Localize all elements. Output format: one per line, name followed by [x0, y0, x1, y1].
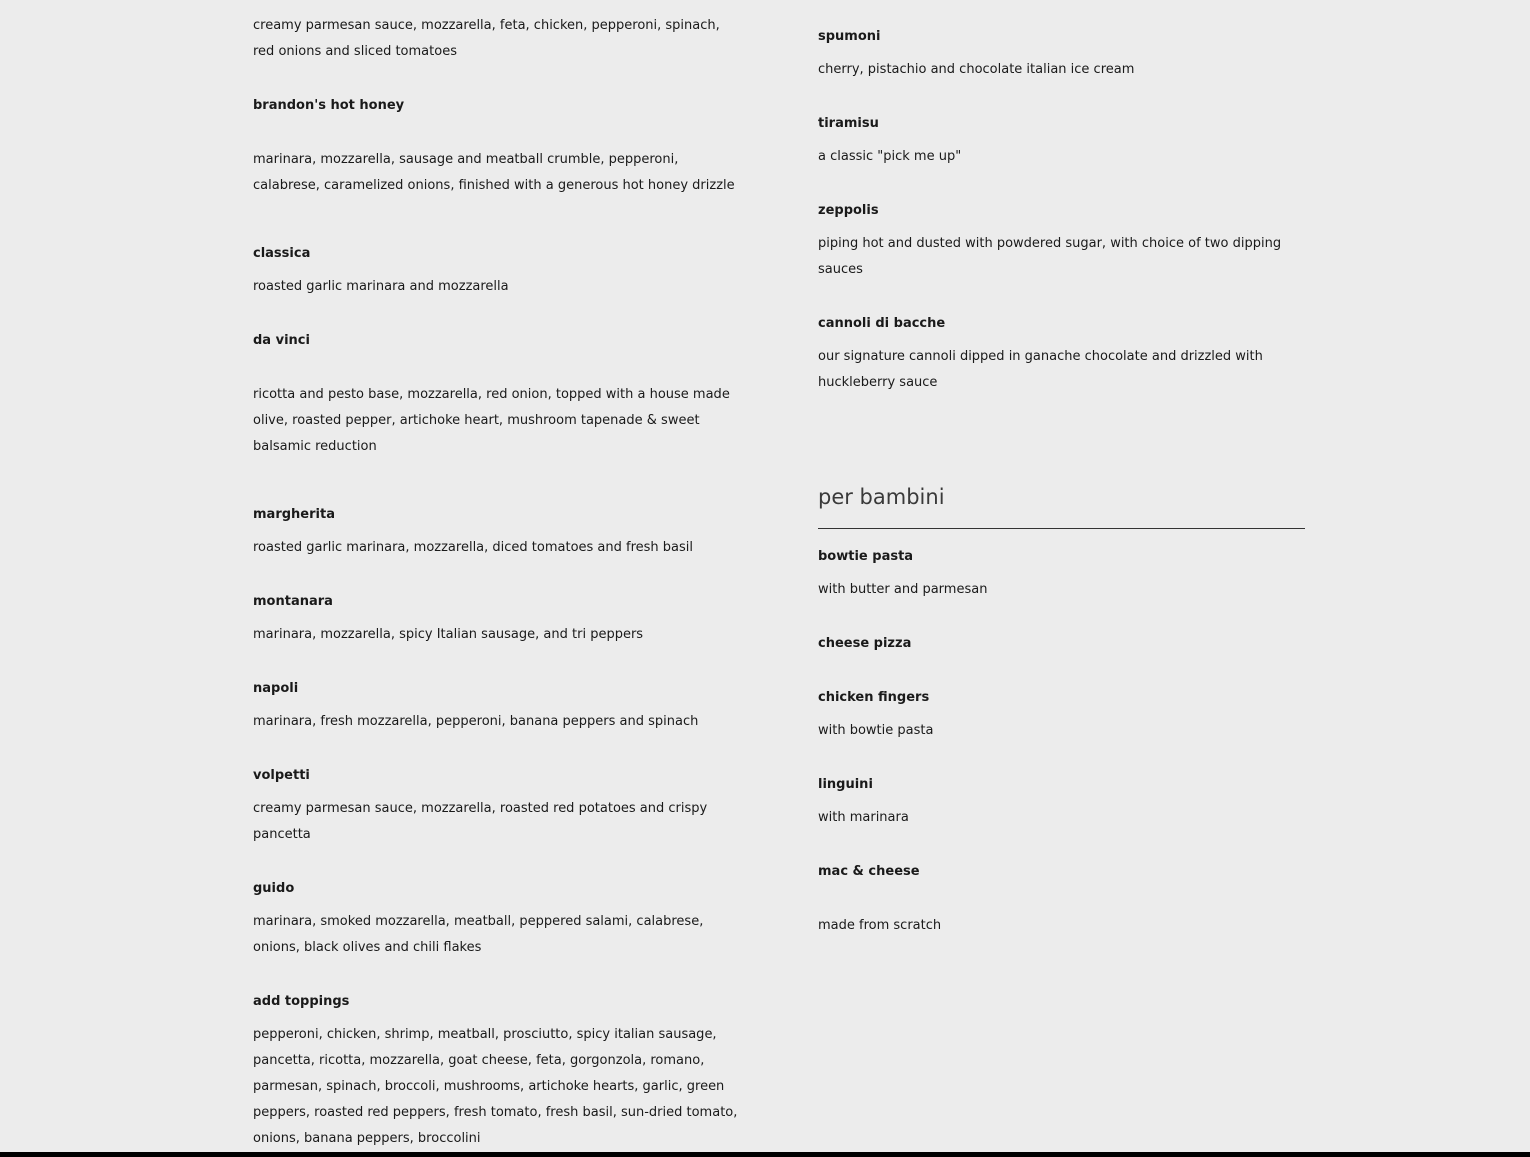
menu-item-name: zeppolis	[818, 203, 879, 218]
menu-item-description: piping hot and dusted with powdered sugar, with choice of two dipping sauces	[818, 236, 1282, 277]
menu-item	[818, 114, 1305, 164]
menu-item-description: with marinara	[818, 810, 909, 825]
menu-item	[253, 331, 743, 454]
menu-item-description: creamy parmesan sauce, mozzarella, feta, chicken, pepperoni, spinach, red onions and sliced tomatoes	[253, 18, 720, 59]
menu-item-description: with butter and parmesan	[818, 582, 988, 597]
menu-item-description: marinara, mozzarella, sausage and meatball crumble, pepperoni, calabrese, caramelized onions, finished with a generous hot honey drizzle	[253, 152, 735, 193]
menu-item-name: spumoni	[818, 29, 881, 44]
menu-item-name: volpetti	[253, 768, 310, 783]
menu-item	[253, 244, 743, 294]
menu-item-name: chicken fingers	[818, 690, 930, 705]
menu-item-description: roasted garlic marinara and mozzarella	[253, 279, 509, 294]
menu-item	[818, 775, 1305, 825]
menu-item	[253, 879, 743, 955]
menu-item-name: add toppings	[253, 994, 350, 1009]
menu-item-name: classica	[253, 246, 311, 261]
section-divider	[818, 528, 1305, 529]
menu-item	[818, 547, 1305, 597]
menu-item-description: a classic "pick me up"	[818, 149, 962, 164]
menu-item-description: ricotta and pesto base, mozzarella, red onion, topped with a house made olive, roasted pepper, artichoke heart, mushroom tapenade & sweet balsamic reduction	[253, 387, 730, 454]
menu-item-name: cannoli di bacche	[818, 316, 946, 331]
menu-item-name: tiramisu	[818, 116, 879, 131]
menu-item-add-toppings	[253, 992, 743, 1146]
menu-item	[253, 505, 743, 555]
menu-item	[818, 314, 1305, 390]
menu-item-description: with bowtie pasta	[818, 723, 934, 738]
menu-item-name: da vinci	[253, 333, 310, 348]
menu-item-name: mac & cheese	[818, 864, 920, 879]
menu-item	[818, 27, 1305, 77]
menu-item-name: guido	[253, 881, 295, 896]
menu-item-description: roasted garlic marinara, mozzarella, diced tomatoes and fresh basil	[253, 540, 694, 555]
menu-item-description: cherry, pistachio and chocolate italian ice cream	[818, 62, 1135, 77]
menu-item-name: linguini	[818, 777, 873, 792]
menu-item-name: napoli	[253, 681, 299, 696]
menu-item-description: marinara, smoked mozzarella, meatball, peppered salami, calabrese, onions, black olives and chili flakes	[253, 914, 704, 955]
menu-item-description: made from scratch	[818, 918, 942, 933]
section-title-per-bambini: per bambini	[818, 485, 945, 509]
menu-item	[253, 96, 743, 193]
menu-item	[253, 592, 743, 642]
menu-item	[818, 201, 1305, 277]
menu-item	[818, 862, 1305, 933]
menu-item-description: pepperoni, chicken, shrimp, meatball, prosciutto, spicy italian sausage, pancetta, ricotta, mozzarella, goat cheese, feta, gorgonzola, romano, parmesan, spinach, broccoli, mushrooms, artichoke hearts, garlic, green peppers, roasted red peppers, fresh tomato, fresh basil, sun-dried tomato, onions, banana peppers, broccolini	[253, 1027, 738, 1146]
menu-item	[818, 688, 1305, 738]
bottom-edge-bar	[0, 1152, 1530, 1157]
menu-item-name: brandon's hot honey	[253, 98, 405, 113]
menu-item-description: marinara, mozzarella, spicy Italian sausage, and tri peppers	[253, 627, 644, 642]
menu-item	[253, 679, 743, 729]
menu-item-description: creamy parmesan sauce, mozzarella, roasted red potatoes and crispy pancetta	[253, 801, 708, 842]
menu-item	[818, 634, 1305, 654]
menu-item	[253, 766, 743, 842]
menu-item-name: montanara	[253, 594, 333, 609]
menu-item-description: our signature cannoli dipped in ganache chocolate and drizzled with huckleberry sauce	[818, 349, 1263, 390]
menu-item-name: bowtie pasta	[818, 549, 914, 564]
menu-item-name: margherita	[253, 507, 335, 522]
menu-item-name: cheese pizza	[818, 636, 912, 651]
menu-item-description: marinara, fresh mozzarella, pepperoni, banana peppers and spinach	[253, 714, 699, 729]
